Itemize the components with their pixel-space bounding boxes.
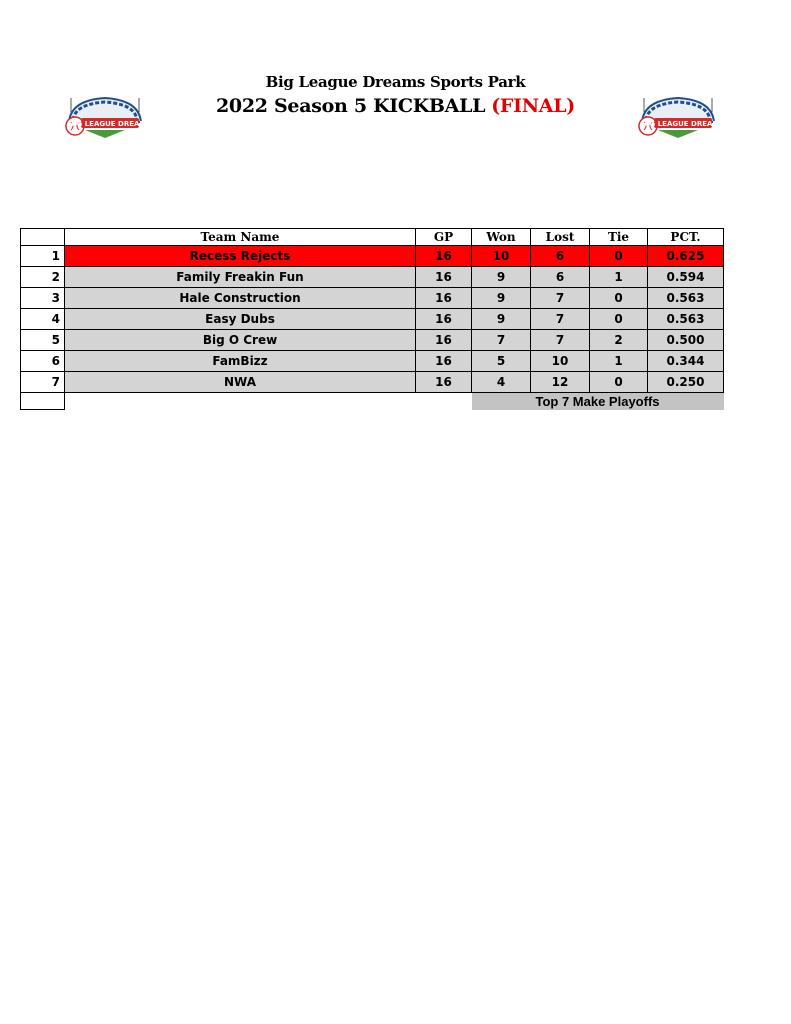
column-header-gp: GP [416,229,472,246]
column-header-tie: Tie [590,229,648,246]
table-row [21,267,724,288]
season-title [0,95,791,117]
table-row [21,372,724,393]
tie-cell: 2 [590,330,648,351]
won-cell: 10 [472,246,531,267]
svg-text:BIG LEAGUE DREAMS: BIG LEAGUE DREAMS [68,120,147,128]
rank-cell: 7 [21,372,65,393]
pct-cell: 0.625 [648,246,724,267]
rank-cell: 2 [21,267,65,288]
final-status: (FINAL) [491,95,575,117]
rank-cell: 3 [21,288,65,309]
won-cell: 9 [472,267,531,288]
svg-text:BIG LEAGUE DREAMS: BIG LEAGUE DREAMS [641,120,720,128]
gp-cell: 16 [416,330,472,351]
team-name-cell: FamBizz [65,351,416,372]
standings-table [20,228,724,410]
won-cell: 7 [472,330,531,351]
tie-cell: 0 [590,372,648,393]
rank-cell: 5 [21,330,65,351]
lost-cell: 10 [531,351,590,372]
lost-cell: 12 [531,372,590,393]
footer-rank-cell [21,393,65,410]
team-name-cell: Hale Construction [65,288,416,309]
lost-cell: 6 [531,267,590,288]
rank-cell: 4 [21,309,65,330]
rank-cell: 1 [21,246,65,267]
pct-cell: 0.500 [648,330,724,351]
won-cell: 5 [472,351,531,372]
team-name-cell: Recess Rejects [65,246,416,267]
gp-cell: 16 [416,267,472,288]
team-name-cell: Easy Dubs [65,309,416,330]
table-row [21,246,724,267]
table-row [21,330,724,351]
tie-cell: 1 [590,351,648,372]
tie-cell: 0 [590,288,648,309]
column-header-won: Won [472,229,531,246]
lost-cell: 7 [531,288,590,309]
tie-cell: 0 [590,309,648,330]
pct-cell: 0.344 [648,351,724,372]
gp-cell: 16 [416,351,472,372]
gp-cell: 16 [416,288,472,309]
table-row [21,309,724,330]
column-header-lost: Lost [531,229,590,246]
gp-cell: 16 [416,372,472,393]
table-footer-row [21,393,724,410]
playoffs-note: Top 7 Make Playoffs [472,393,724,410]
lost-cell: 6 [531,246,590,267]
table-row [21,351,724,372]
rank-header [21,229,65,246]
column-header-team-name: Team Name [65,229,416,246]
pct-cell: 0.563 [648,309,724,330]
team-name-cell: Big O Crew [65,330,416,351]
pct-cell: 0.594 [648,267,724,288]
tie-cell: 1 [590,267,648,288]
lost-cell: 7 [531,309,590,330]
park-name: Big League Dreams Sports Park [265,73,526,91]
column-header-pct: PCT. [648,229,724,246]
season-title-text: 2022 Season 5 KICKBALL [216,95,486,117]
won-cell: 9 [472,309,531,330]
lost-cell: 7 [531,330,590,351]
won-cell: 4 [472,372,531,393]
won-cell: 9 [472,288,531,309]
pct-cell: 0.250 [648,372,724,393]
table-row [21,288,724,309]
team-name-cell: Family Freakin Fun [65,267,416,288]
gp-cell: 16 [416,246,472,267]
pct-cell: 0.563 [648,288,724,309]
footer-blank [65,393,472,410]
rank-cell: 6 [21,351,65,372]
gp-cell: 16 [416,309,472,330]
tie-cell: 0 [590,246,648,267]
table-header-row [21,229,724,246]
team-name-cell: NWA [65,372,416,393]
